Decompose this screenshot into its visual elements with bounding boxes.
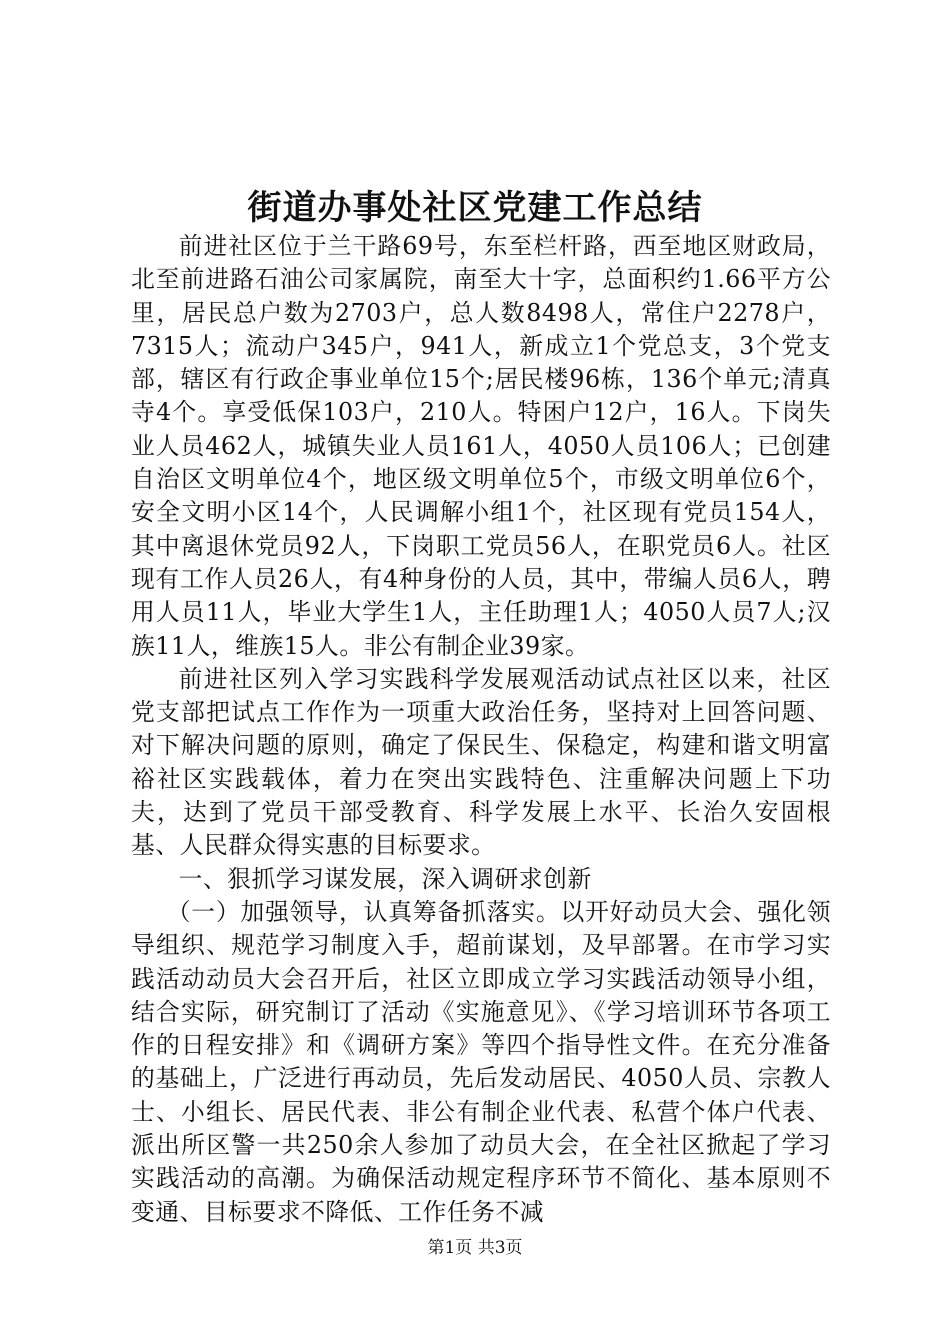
intro-paragraph: 前进社区位于兰干路69号，东至栏杆路，西至地区财政局，北至前进路石油公司家属院，南至大十字，总面积约1.66平方公里，居民总户数为2703户，总人数8498人，常住户2278户，7315人；流动户345户，941人，新成立1个党总支，3个党支部，辖区有行政企事业单位15个;居民楼96栋，136个单元;清真寺4个。享受低保103户，210人。特困户12户，16人。下岗失业人员462人，城镇失业人员161人，4050人员106人；已创建自治区文明单位4个，地区级文明单位5个，市级文明单位6个，安全文明小区14个，人民调解小组1个，社区现有党员154人，其中离退休党员92人，下岗职工党员56人，在职党员6人。社区现有工作人员26人，有4种身份的人员，其中，带编人员6人，聘用人员11人，毕业大学生1人，主任助理1人；4050人员7人;汉族11人，维族15人。非公有制企业39家。 [131,232,831,660]
document-title: 街道办事处社区党建工作总结 [247,188,703,228]
page-footer: 第1页 共3页 [427,1238,523,1258]
subsection-paragraph: （一）加强领导，认真筹备抓落实。以开好动员大会、强化领导组织、规范学习制度入手，超前谋划，及早部署。在市学习实践活动动员大会召开后，社区立即成立学习实践活动领导小组，结合实际，研究制订了活动《实施意见》、《学习培训环节各项工作的日程安排》和《调研方案》等四个指导性文件。在充分准备的基础上，广泛进行再动员，先后发动居民、4050人员、宗教人士、小组长、居民代表、非公有制企业代表、私营个体户代表、派出所区警一共250余人参加了动员大会，在全社区掀起了学习实践活动的高潮。为确保活动规定程序环节不简化、基本原则不变通、目标要求不降低、工作任务不减 [131,897,831,1226]
section-heading: 一、狠抓学习谋发展，深入调研求创新 [178,864,592,893]
document-body [131,230,831,1229]
summary-paragraph: 前进社区列入学习实践科学发展观活动试点社区以来，社区党支部把试点工作作为一项重大政治任务，坚持对上回答问题、对下解决问题的原则，确定了保民生、保稳定，构建和谐文明富裕社区实践载体，着力在突出实践特色、注重解决问题上下功夫，达到了党员干部受教育、科学发展上水平、长治久安固根基、人民群众得实惠的目标要求。 [131,664,831,860]
